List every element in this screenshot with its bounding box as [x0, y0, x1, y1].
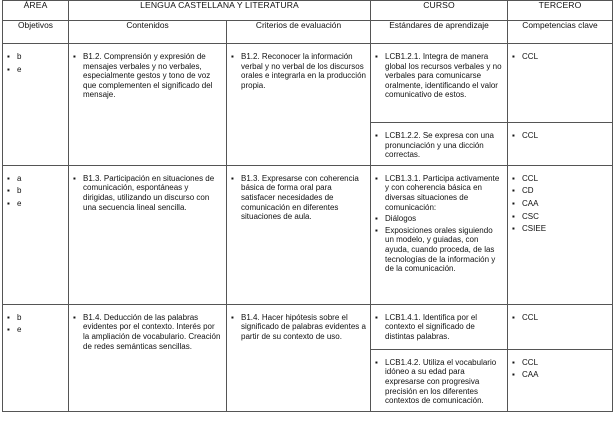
- column-header-row: [3, 21, 613, 44]
- contenido-cell: [69, 44, 227, 166]
- estandar-cell: [371, 165, 508, 304]
- contenido-text: ▪ B1.2. Comprensión y expresión de mensajes verbales y no verbales, especialmente gestos y tono de voz que complementen el significado del mensaje.: [73, 52, 222, 100]
- competencias-cell: [508, 165, 613, 304]
- estandar-subitem: ▪ Exposiciones orales siguiendo un modelo, y guiadas, con ayuda, cuando proceda, de las tecnologías de la información y de la comunicación.: [375, 226, 503, 274]
- objetivo-item: ▪ a: [7, 174, 64, 184]
- competencia-item: ▪ CCL: [512, 358, 608, 368]
- estandar-cell: [371, 44, 508, 123]
- objetivo-item: ▪ b: [7, 313, 64, 323]
- objetivos-cell: [3, 165, 69, 304]
- criterio-cell: [227, 304, 371, 411]
- competencias-cell: [508, 304, 613, 349]
- subject-title: LENGUA CASTELLANA Y LITERATURA: [69, 1, 371, 21]
- objetivo-item: ▪ e: [7, 199, 64, 209]
- competencia-item: ▪ CAA: [512, 370, 608, 380]
- competencias-cell: [508, 44, 613, 123]
- header-row: [3, 1, 613, 21]
- objetivo-item: ▪ e: [7, 65, 64, 75]
- estandar-text: ▪ LCB1.2.2. Se expresa con una pronunciación y una dicción correctas.: [375, 131, 503, 160]
- course-value: TERCERO: [508, 1, 613, 21]
- estandar-cell: [371, 349, 508, 411]
- area-label: ÁREA: [3, 1, 69, 21]
- contenido-text: ▪ B1.4. Deducción de las palabras evidentes por el contexto. Interés por la ampliación de vocabulario. Creación de redes semánticas sencillas.: [73, 313, 222, 351]
- criterio-cell: [227, 44, 371, 166]
- col-competencias: Competencias clave: [508, 21, 613, 44]
- competencia-item: ▪ CCL: [512, 313, 608, 323]
- objetivo-item: ▪ e: [7, 325, 64, 335]
- col-contenidos: Contenidos: [69, 21, 227, 44]
- table-row: [3, 44, 613, 123]
- table-row: [3, 165, 613, 304]
- col-objetivos: Objetivos: [3, 21, 69, 44]
- competencia-item: ▪ CCL: [512, 52, 608, 62]
- competencia-item: ▪ CCL: [512, 174, 608, 184]
- estandar-cell: [371, 304, 508, 349]
- contenido-cell: [69, 165, 227, 304]
- competencia-item: ▪ CCL: [512, 131, 608, 141]
- criterio-text: ▪ B1.4. Hacer hipótesis sobre el significado de palabras evidentes a partir de su contexto de uso.: [231, 313, 366, 342]
- criterio-text: ▪ B1.3. Expresarse con coherencia básica de forma oral para satisfacer necesidades de comunicación en diferentes situaciones de aula.: [231, 174, 366, 222]
- competencia-item: ▪ CSIEE: [512, 224, 608, 234]
- objetivo-item: ▪ b: [7, 52, 64, 62]
- estandar-text: ▪ LCB1.4.2. Utiliza el vocabulario idóneo a su edad para expresarse con progresiva precisión en los diferentes contextos de comunicación.: [375, 358, 503, 406]
- estandar-text: ▪ LCB1.4.1. Identifica por el contexto el significado de distintas palabras.: [375, 313, 503, 342]
- objetivos-cell: [3, 304, 69, 411]
- criterio-text: ▪ B1.2. Reconocer la información verbal y no verbal de los discursos orales e integrarla en la producción propia.: [231, 52, 366, 90]
- contenido-text: ▪ B1.3. Participación en situaciones de comunicación, espontáneas y dirigidas, utilizando un discurso con una secuencia lineal sencilla.: [73, 174, 222, 212]
- competencia-item: ▪ CD: [512, 186, 608, 196]
- estandar-subitem: ▪ Diálogos: [375, 214, 503, 224]
- competencia-item: ▪ CAA: [512, 199, 608, 209]
- col-estandares: Estándares de aprendizaje: [371, 21, 508, 44]
- curriculum-table: [2, 0, 613, 412]
- objetivo-item: ▪ b: [7, 186, 64, 196]
- estandar-cell: [371, 123, 508, 166]
- estandar-text: ▪ LCB1.3.1. Participa activamente y con coherencia básica en diversas situaciones de comunicación:: [375, 174, 503, 212]
- course-label: CURSO: [371, 1, 508, 21]
- competencias-cell: [508, 123, 613, 166]
- col-criterios: Criterios de evaluación: [227, 21, 371, 44]
- competencias-cell: [508, 349, 613, 411]
- competencia-item: ▪ CSC: [512, 212, 608, 222]
- contenido-cell: [69, 304, 227, 411]
- estandar-text: ▪ LCB1.2.1. Integra de manera global los recursos verbales y no verbales para comunicarse oralmente, identificando el valor comunicativo de estos.: [375, 52, 503, 100]
- criterio-cell: [227, 165, 371, 304]
- table-row: [3, 304, 613, 349]
- objetivos-cell: [3, 44, 69, 166]
